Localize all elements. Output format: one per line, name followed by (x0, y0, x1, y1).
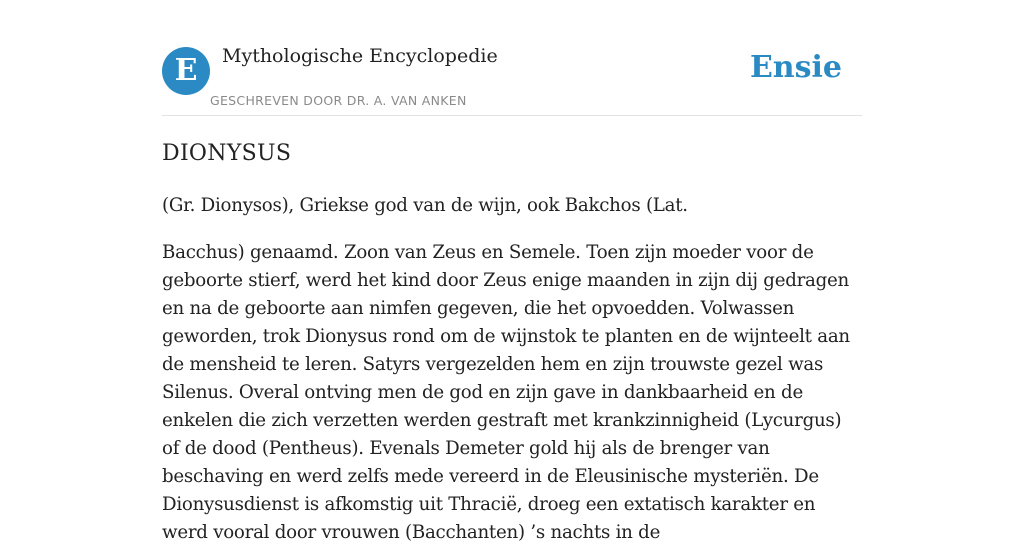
article-paragraph-body: Bacchus) genaamd. Zoon van Zeus en Semele. Toen zijn moeder voor de geboorte stierf, werd het kind door Zeus enige maanden in zijn dij gedragen en na de geboorte aan nimfen gegeven, die het opvoedden. Volwassen geworden, trok Dionysus rond om de wijnstok te planten en de wijnteelt aan de mensheid te leren. Satyrs vergezelden hem en zijn trouwste gezel was Silenus. Overal ontving men de god en zijn gave in dankbaarheid en de enkelen die zich verzetten werden gestraft met krankzinnigheid (Lycurgus) of de dood (Pentheus). Evenals Demeter gold hij als de brenger van beschaving en werd zelfs mede vereerd in de Eleusinische mysteriën. De Dionysusdienst is afkomstig uit Thracië, droeg een extatisch karakter en werd vooral door vrouwen (Bacchanten) ’s nachts in de (162, 242, 850, 543)
author-byline[interactable]: GESCHREVEN DOOR DR. A. VAN ANKEN (210, 93, 467, 108)
site-header (162, 0, 862, 116)
entry-title: DIONYSUS (162, 141, 292, 166)
article-paragraph-intro: (Gr. Dionysos), Griekse god van de wijn, ook Bakchos (Lat. (162, 195, 688, 216)
site-logo-icon[interactable]: E (162, 47, 210, 95)
article (162, 138, 862, 547)
brand-logo[interactable]: Ensie (749, 50, 842, 85)
site-title[interactable]: Mythologische Encyclopedie (222, 45, 498, 67)
